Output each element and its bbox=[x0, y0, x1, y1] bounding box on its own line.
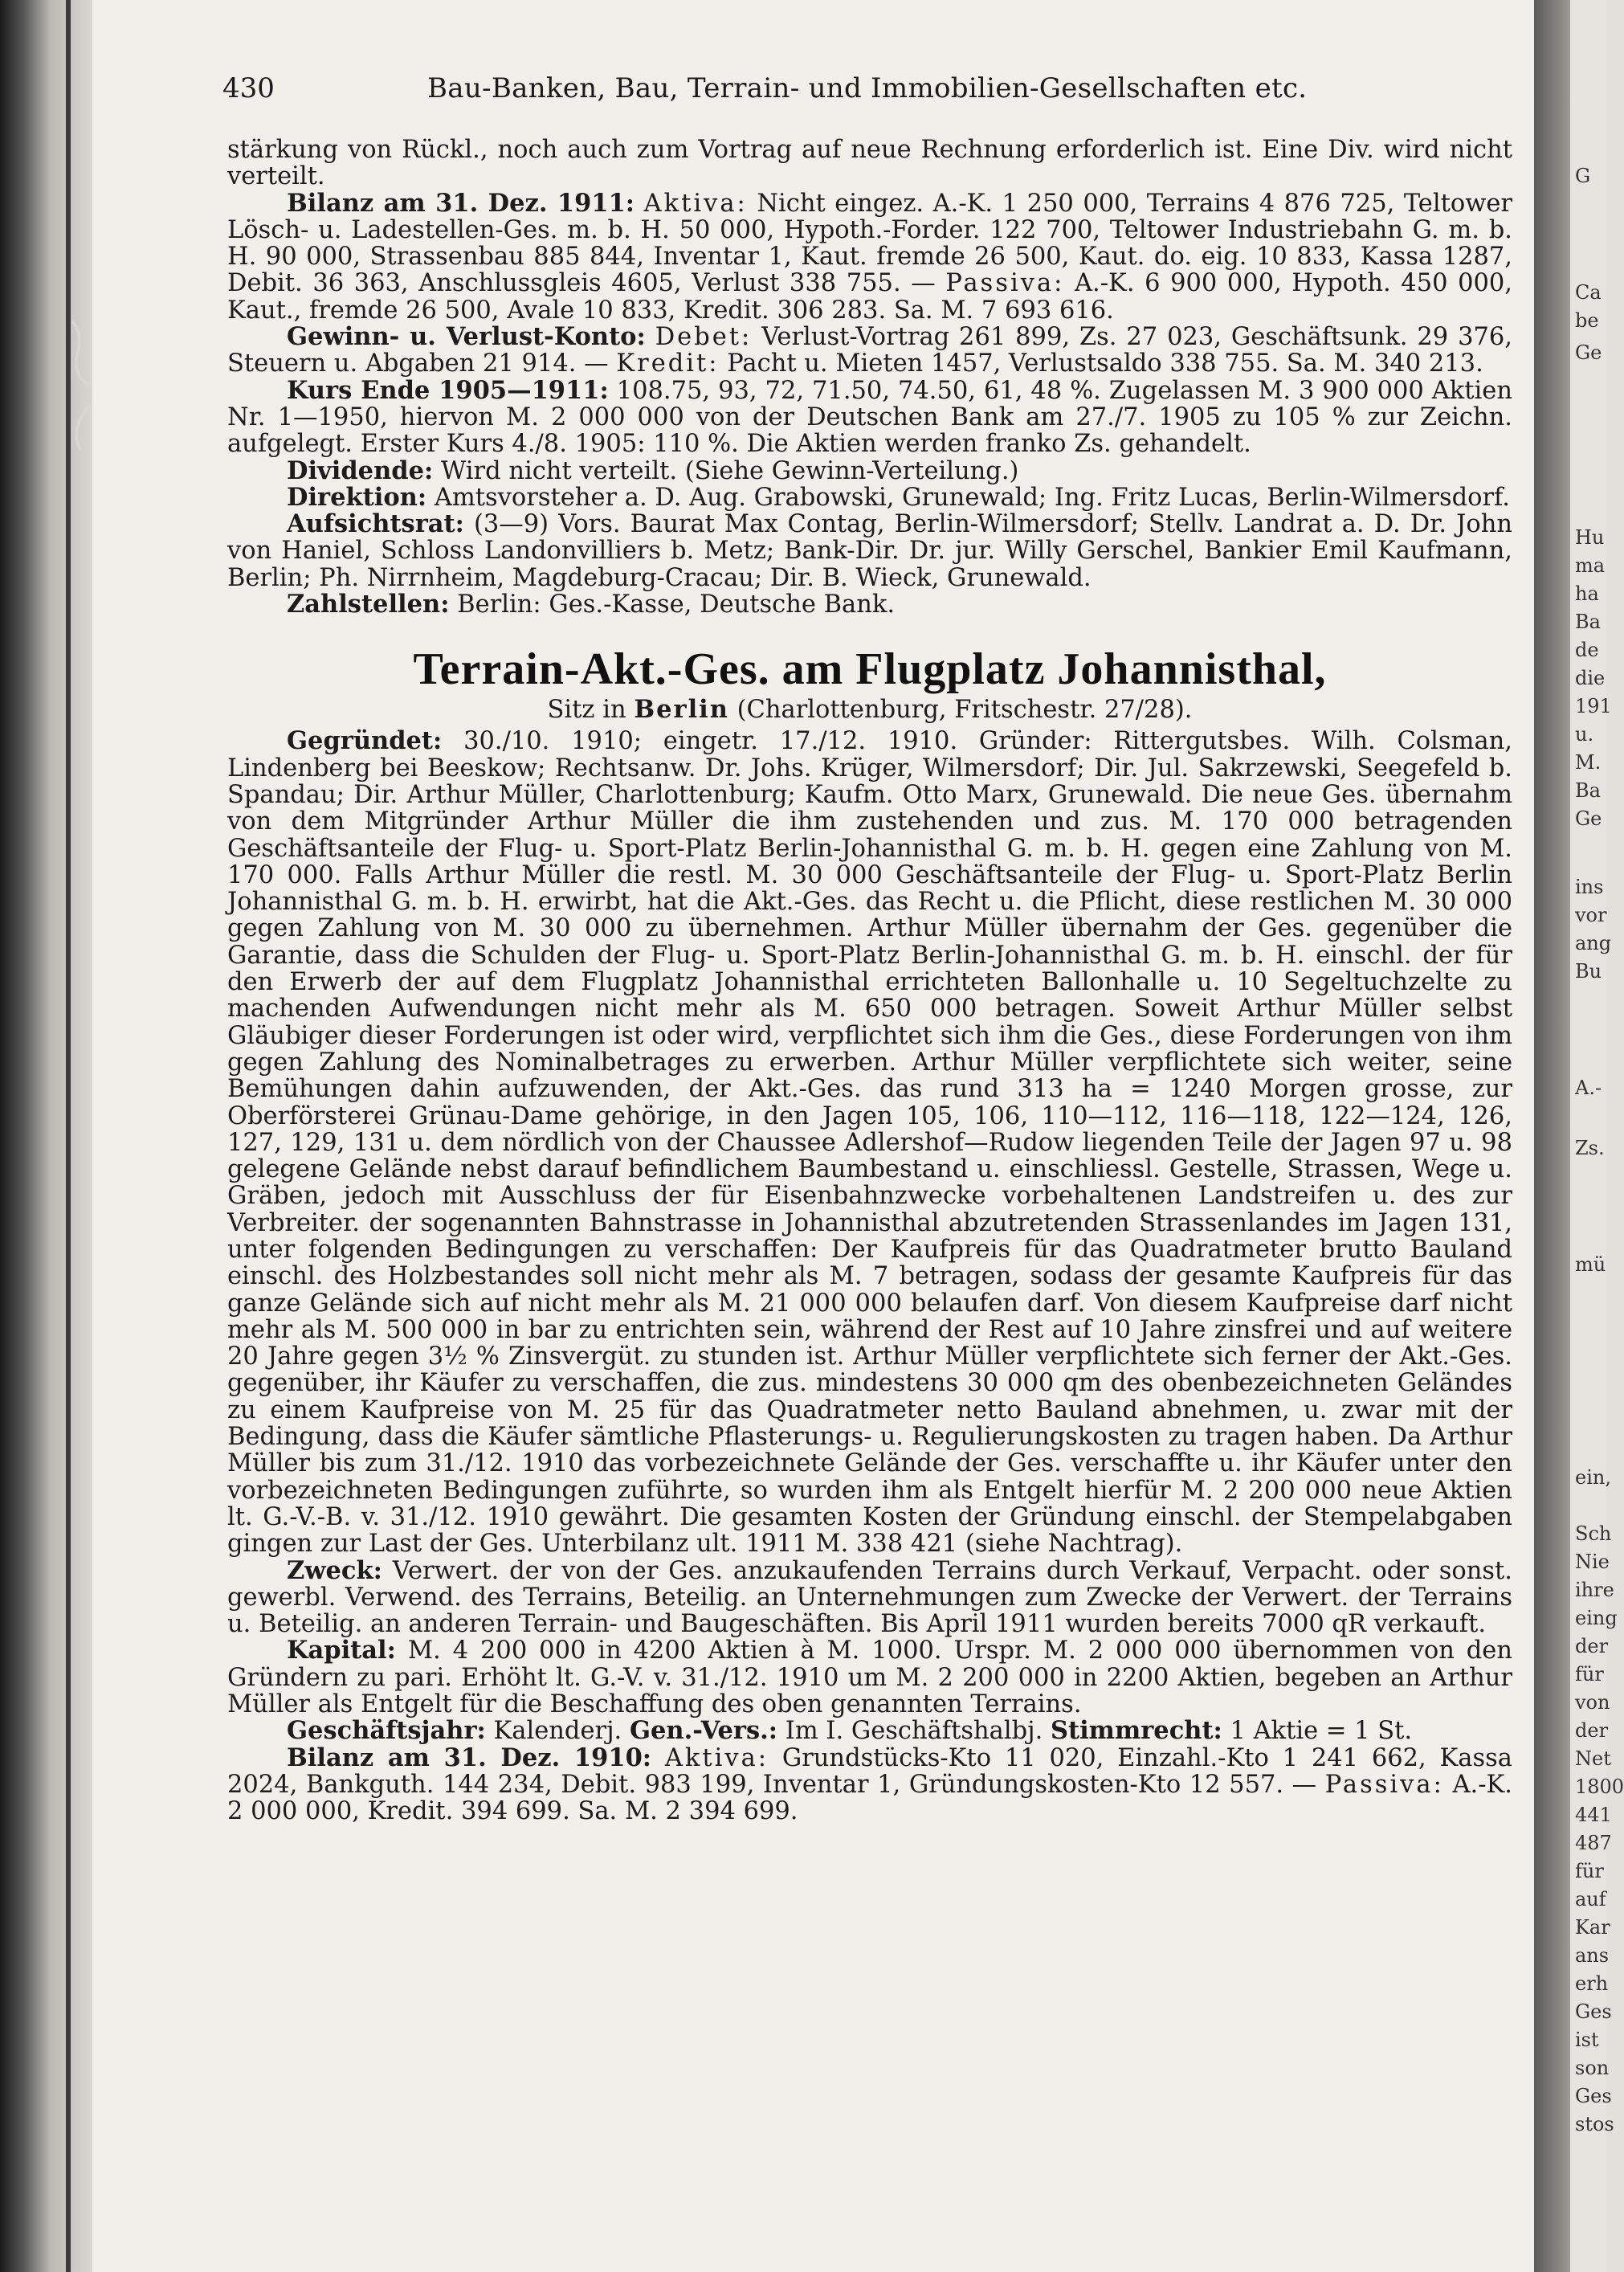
adjacent-page-text: Ba bbox=[1575, 611, 1601, 633]
adjacent-page-text: Ca bbox=[1575, 281, 1602, 304]
page-header bbox=[222, 72, 1524, 112]
adjacent-page-text: de bbox=[1575, 639, 1599, 661]
adjacent-page-text: 487 bbox=[1575, 1832, 1612, 1854]
adjacent-page-edge bbox=[1570, 0, 1624, 2272]
adjacent-page-text: auf bbox=[1575, 1888, 1606, 1910]
zweck-text: Verwert. der von der Ges. anzukaufenden Terrains durch Verkauf, Verpacht. oder sonst. gewerbl. Verwend. des Terrains, Beteilig. an Unternehmungen zum Zwecke der Verwert. der Terrains u. Beteilig. an anderen Terrain- und Baugeschäften. Bis April 1911 wurden bereits 7000 qR verkauft. bbox=[227, 1556, 1512, 1639]
prev-guv-paragraph bbox=[227, 324, 1512, 378]
geschaeftsjahr-text: Kalenderj. bbox=[493, 1717, 622, 1746]
aktiva-text: Grundstücks-Kto 11 020, Einzahl.-Kto 1 241 662, Kassa 2024, Bankguth. 144 234, Debit. 983 199, Inventar 1, Gründungskosten-Kto 12 557. — bbox=[227, 1743, 1512, 1799]
zweck-paragraph bbox=[227, 1555, 1512, 1639]
adjacent-page-text: Hu bbox=[1575, 526, 1605, 549]
debet-text: Verlust-Vortrag 261 899, Zs. 27 023, Geschäftsunk. 29 376, Steuern u. Abgaben 21 914. — bbox=[227, 323, 1512, 378]
previous-entry-continuation bbox=[227, 137, 1512, 190]
adjacent-page-text: ang bbox=[1575, 932, 1612, 954]
kurs-label: Kurs Ende 1905—1911: bbox=[287, 375, 609, 405]
dividende-text: Wird nicht verteilt. (Siehe Gewinn-Verteilung.) bbox=[440, 456, 1019, 485]
adjacent-page-text: Kar bbox=[1575, 1916, 1610, 1939]
kurs-text: 108.75, 93, 72, 71.50, 74.50, 61, 48 %. Zugelassen M. 3 900 000 Aktien Nr. 1—1950, hiervon M. 2 000 000 von der Deutschen Bank am 27./7. 1905 zu 105 % zur Zeichn. aufgelegt. Erster Kurs 4./8. 1905: 110 %. Die Aktien werden franko Zs. gehandelt. bbox=[227, 376, 1512, 459]
passiva-text: A.-K. 2 000 000, Kredit. 394 699. Sa. M. 2 394 699. bbox=[227, 1770, 1512, 1826]
aktiva-label: Aktiva: bbox=[664, 1743, 769, 1772]
debet-label: Debet: bbox=[655, 323, 753, 352]
seat-prefix: Sitz in bbox=[547, 696, 626, 725]
adjacent-page-text: der bbox=[1575, 1635, 1609, 1657]
zahlstellen-label: Zahlstellen: bbox=[287, 590, 450, 619]
adjacent-page-text: für bbox=[1575, 1860, 1604, 1882]
adjacent-page-text: von bbox=[1575, 1691, 1610, 1714]
kapital-paragraph bbox=[227, 1637, 1512, 1718]
passiva-label: Passiva: bbox=[1324, 1770, 1444, 1799]
adjacent-page-text: der bbox=[1575, 1719, 1609, 1742]
adjacent-page-text: Nie bbox=[1575, 1551, 1610, 1573]
passiva-label: Passiva: bbox=[945, 269, 1065, 298]
adjacent-page-text: die bbox=[1575, 667, 1606, 689]
seat-city: Berlin bbox=[634, 695, 729, 725]
page-number: 430 bbox=[222, 72, 275, 104]
dividende-label: Dividende: bbox=[287, 456, 434, 485]
adjacent-page-text: son bbox=[1575, 2057, 1610, 2079]
genvers-label: Gen.-Vers.: bbox=[629, 1716, 778, 1746]
kredit-text: Pacht u. Mieten 1457, Verlustsaldo 338 755. Sa. M. 340 213. bbox=[727, 349, 1483, 378]
adjacent-page-text: ins bbox=[1575, 876, 1604, 898]
adjacent-page-text: Ge bbox=[1575, 341, 1602, 364]
adjacent-page-text: 441 bbox=[1575, 1804, 1612, 1826]
adjacent-page-text: Zs. bbox=[1575, 1137, 1605, 1159]
adjacent-page-text: erh bbox=[1575, 1972, 1609, 1995]
adjacent-page-text: A.- bbox=[1575, 1077, 1602, 1099]
adjacent-page-text: Ges bbox=[1575, 2000, 1612, 2023]
adjacent-page-text: Ba bbox=[1575, 779, 1601, 802]
running-title: Bau-Banken, Bau, Terrain- und Immobilien-Gesellschaften etc. bbox=[427, 72, 1308, 104]
gegruendet-label: Gegründet: bbox=[287, 726, 443, 756]
company-title: Terrain-Akt.-Ges. am Flugplatz Johannisthal, bbox=[413, 644, 1327, 695]
page-gutter-shadow bbox=[1534, 0, 1570, 2272]
prev-aufsichtsrat-paragraph bbox=[227, 511, 1512, 591]
geschaeftsjahr-label: Geschäftsjahr: bbox=[287, 1716, 486, 1746]
continuation-text: stärkung von Rückl., noch auch zum Vortrag auf neue Rechnung erforderlich ist. Eine Div. wird nicht verteilt. bbox=[227, 136, 1512, 191]
adjacent-page-text: ma bbox=[1575, 554, 1606, 577]
passiva-text: A.-K. 6 900 000, Hypoth. 450 000, Kaut., fremde 26 500, Avale 10 833, Kredit. 306 283. Sa. M. 7 693 616. bbox=[227, 269, 1512, 325]
adjacent-page-text: G bbox=[1575, 165, 1591, 187]
zahlstellen-text: Berlin: Ges.-Kasse, Deutsche Bank. bbox=[457, 590, 896, 619]
prev-direktion-paragraph bbox=[227, 484, 1512, 511]
stimmrecht-text: 1 Aktie = 1 St. bbox=[1230, 1717, 1413, 1746]
stimmrecht-label: Stimmrecht: bbox=[1050, 1716, 1222, 1746]
geschaeftsjahr-paragraph bbox=[227, 1718, 1512, 1744]
seat-suffix: (Charlottenburg, Fritschestr. 27/28). bbox=[737, 696, 1193, 725]
adjacent-page-text: mü bbox=[1575, 1253, 1606, 1276]
direktion-label: Direktion: bbox=[287, 482, 427, 512]
entry-heading bbox=[227, 644, 1512, 725]
bilanz-label: Bilanz am 31. Dez. 1911: bbox=[287, 188, 635, 218]
kredit-label: Kredit: bbox=[616, 349, 720, 378]
aktiva-text: Nicht eingez. A.-K. 1 250 000, Terrains 4 876 725, Teltower Lösch- u. Ladestellen-Ges. m. b. H. 50 000, Hypoth.-Forder. 122 700, Teltower Industriebahn G. m. b. H. 90 000, Strassenbau 885 844, Inventar 1, Kaut. fremde 26 500, Kaut. do. eig. 10 833, Kassa 1287, Debit. 36 363, Anschlussgleis 4605, Verlust 338 755. — bbox=[227, 189, 1512, 298]
bilanz-label: Bilanz am 31. Dez. 1910: bbox=[287, 1743, 652, 1772]
adjacent-page-text: für bbox=[1575, 1663, 1604, 1686]
guv-label: Gewinn- u. Verlust-Konto: bbox=[287, 322, 646, 352]
adjacent-page-text: Ges bbox=[1575, 2085, 1612, 2107]
adjacent-page-text: M. bbox=[1575, 751, 1602, 774]
adjacent-page-text: Bu bbox=[1575, 960, 1602, 983]
aufsichtsrat-label: Aufsichtsrat: bbox=[287, 509, 464, 539]
genvers-text: Im I. Geschäftshalbj. bbox=[785, 1717, 1043, 1746]
adjacent-page-text: Net bbox=[1575, 1747, 1611, 1770]
adjacent-page-text: ist bbox=[1575, 2029, 1599, 2051]
prev-zahlstellen-paragraph bbox=[227, 591, 1512, 618]
page-body bbox=[227, 137, 1512, 1825]
adjacent-page-text: u. bbox=[1575, 723, 1594, 746]
adjacent-page-text: eing bbox=[1575, 1607, 1618, 1629]
adjacent-page-text: ein, bbox=[1575, 1466, 1611, 1489]
prev-dividende-paragraph bbox=[227, 458, 1512, 484]
adjacent-page-text: ans bbox=[1575, 1944, 1610, 1967]
kapital-label: Kapital: bbox=[287, 1636, 396, 1665]
adjacent-page-text: Sch bbox=[1575, 1522, 1612, 1545]
aufsichtsrat-text: (3—9) Vors. Baurat Max Contag, Berlin-Wilmersdorf; Stellv. Landrat a. D. Dr. John von Haniel, Schloss Landonvilliers b. Metz; Bank-Dir. Dr. jur. Willy Gerschel, Bankier Emil Kaufmann, Berlin; Ph. Nirrnheim, Magdeburg-Cracau; Dir. B. Wieck, Grunewald. bbox=[227, 510, 1512, 592]
aktiva-label: Aktiva: bbox=[643, 189, 748, 218]
gegruendet-text: 30./10. 1910; eingetr. 17./12. 1910. Gründer: Rittergutsbes. Wilh. Colsman, Lindenberg bei Beeskow; Rechtsanw. Dr. Johs. Krüger, Wilmersdorf; Dir. Jul. Sakrzewski, Seegefeld b. Spandau; Dir. Arthur Müller, Charlottenburg; Kaufm. Otto Marx, Grunewald. Die neue Ges. übernahm von dem Mitgründer Arthur Müller die ihm zustehenden und zus. M. 170 000 betragenden Geschäftsanteile der Flug- u. Sport-Platz Berlin-Johannisthal G. m. b. H. gegen eine Zahlung von M. 170 000. Falls Arthur Müller die restl. M. 30 000 Geschäftsanteile der Flug- u. Sport-Platz Berlin Johannisthal G. m. b. H. erwirbt, hat die Akt.-Ges. das Recht u. die Pflicht, diese restlichen M. 30 000 gegen Zahlung von M. 30 000 zu übernehmen. Arthur Müller übernahm der Ges. gegenüber die Garantie, dass die Schulden der Flug- u. Sport-Platz Berlin-Johannisthal G. m. b. H. einschl. der für den Erwerb der auf dem Flugplatz Johannisthal errichteten Ballonhalle u. 10 Segeltuchzelte zu machenden Aufwendungen nicht mehr als M. 650 000 betragen. Soweit Arthur Müller selbst Gläubiger dieser Forderungen ist oder wird, verpflichtet sich ihm die Ges., diese Forderungen von ihm gegen Zahlung des Nominalbetrages zu erwerben. Arthur Müller verpflichtete sich weiter, seine Bemühungen dahin aufzuwenden, der Akt.-Ges. das rund 313 ha = 1240 Morgen grosse, zur Oberförsterei Grünau-Dame gehörige, in den Jagen 105, 106, 110—112, 116—118, 122—124, 126, 127, 129, 131 u. dem nördlich von der Chaussee Adlershof—Rudow liegenden Teile der Jagen 97 u. 98 gelegene Gelände nebst darauf befindlichem Baumbestand u. einschliessl. Gestelle, Strassen, Wege u. Gräben, jedoch mit Ausschluss der für Eisenbahnzwecke vorbehaltenen Landstreifen u. des zur Verbreiter. der sogenannten Bahnstrasse in Johannisthal abzutretenden Strassenlandes im Jagen 131, unter folgenden Bedingungen zu verschaffen: Der Kaufpreis für das Quadratmeter brutto Bauland einschl. des Holzbestandes soll nicht mehr als M. 7 betragen, sodass der gesamte Kaufpreis für das ganze Gelände sich auf nicht mehr als M. 21 000 000 belaufen darf. Von diesem Kaufpreise darf nicht mehr als M. 500 000 in bar zu entrichten sein, während der Rest auf 10 Jahre zinsfrei und auf weitere 20 Jahre gegen 3½ % Zinsvergüt. zu stunden ist. Arthur Müller verpflichtete sich ferner der Akt.-Ges. gegenüber, ihr Käufer zu verschaffen, die zus. mindestens 30 000 qm des obenbezeichneten Geländes zu einem Kaufpreise von M. 25 für das Quadratmeter netto Bauland abnehmen, u. zwar mit der Bedingung, dass die Käufer sämtliche Pflasterungs- u. Regulierungskosten zu tragen haben. Da Arthur Müller bis zum 31./12. 1910 das vorbezeichnete Gelände der Ges. verschaffte u. ihr Käufer unter den vorbezeichneten Bedingungen zuführte, so wurden ihm als Entgelt hierfür M. 2 200 000 neue Aktien lt. G.-V.-B. v. 31./12. 1910 gewährt. Die gesamten Kosten der Gründung einschl. der Stempelabgaben gingen zur Last der Ges. Unterbilanz ult. 1911 M. 338 421 (siehe Nachtrag). bbox=[227, 727, 1512, 1559]
company-seat bbox=[227, 695, 1512, 725]
adjacent-page-text: Ge bbox=[1575, 807, 1602, 830]
zweck-label: Zweck: bbox=[287, 1555, 382, 1585]
adjacent-page-text: 1800 bbox=[1575, 1776, 1624, 1798]
adjacent-page-text: stos bbox=[1575, 2113, 1614, 2135]
adjacent-page-text: ha bbox=[1575, 582, 1599, 605]
bilanz-1910-paragraph bbox=[227, 1745, 1512, 1825]
direktion-text: Amtsvorsteher a. D. Aug. Grabowski, Grunewald; Ing. Fritz Lucas, Berlin-Wilmersdorf. bbox=[434, 483, 1510, 512]
adjacent-page-text: 191 bbox=[1575, 695, 1612, 717]
adjacent-page-text: vor bbox=[1575, 904, 1607, 926]
adjacent-page-text: be bbox=[1575, 309, 1599, 332]
prev-bilanz-paragraph bbox=[227, 190, 1512, 324]
adjacent-page-text: ihre bbox=[1575, 1579, 1614, 1601]
prev-kurs-paragraph bbox=[227, 375, 1512, 459]
kapital-text: M. 4 200 000 in 4200 Aktien à M. 1000. Urspr. M. 2 000 000 übernommen von den Gründern zu pari. Erhöht lt. G.-V. v. 31./12. 1910 um M. 2 200 000 in 2200 Aktien, begeben an Arthur Müller als Entgelt für die Beschaffung des oben genannten Terrains. bbox=[227, 1637, 1512, 1719]
gegruendet-paragraph bbox=[227, 728, 1512, 1557]
